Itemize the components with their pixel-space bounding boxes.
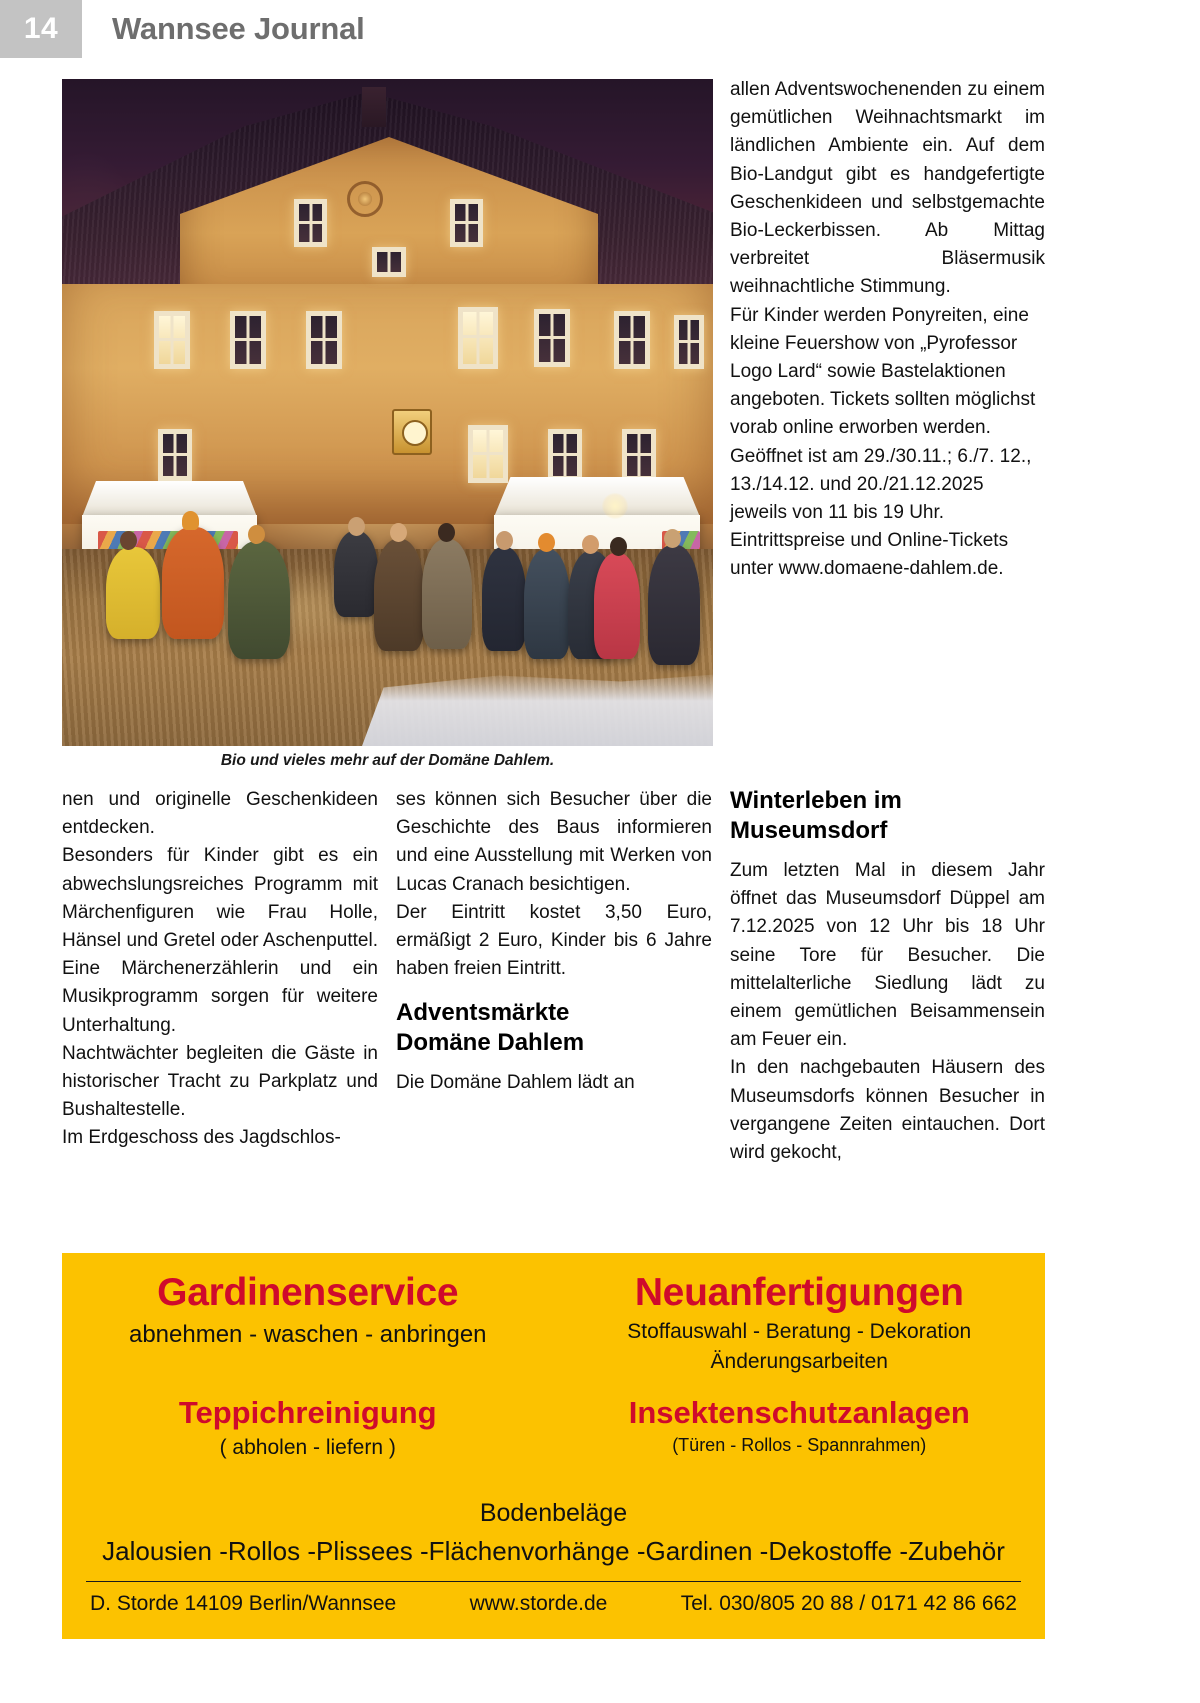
masthead: [0, 0, 1200, 58]
window: [548, 429, 582, 481]
window: [372, 247, 406, 277]
visitor-head: [182, 511, 199, 530]
visitor: [162, 527, 224, 639]
journal-title: Wannsee Journal: [112, 11, 365, 46]
visitor-head: [120, 531, 137, 550]
visitor-head: [538, 533, 555, 552]
page-number: 14: [23, 12, 59, 45]
ad-second-row: [62, 1395, 1045, 1461]
heading-line-1: Winterleben im: [730, 787, 902, 814]
window: [458, 307, 498, 369]
chimney: [362, 87, 386, 127]
paragraph: Nachtwächter begleiten die Gäste in historischer Tracht zu Parkplatz und Bushaltestelle.: [62, 1042, 378, 1121]
paragraph: Im Erdgeschoss des Jagdschlos-: [62, 1127, 341, 1149]
ad-bodenbelaege: Bodenbeläge: [479, 1499, 628, 1527]
ad-website[interactable]: www.storde.de: [469, 1592, 608, 1615]
visitor-head: [248, 525, 265, 544]
column-left: [62, 786, 378, 1153]
ad-subline-insektenschutz: (Türen - Rollos - Spannrahmen): [672, 1435, 927, 1455]
visitor-head: [438, 523, 455, 542]
paragraph: nen und originelle Geschenkideen entdecken.: [62, 789, 378, 839]
paragraph: Der Eintritt kostet 3,50 Euro, ermäßigt 2 Euro, Kinder bis 6 Jahre haben freien Eintritt.: [396, 901, 712, 980]
window: [230, 311, 266, 369]
visitor-head: [390, 523, 407, 542]
advertisement-storde[interactable]: [62, 1253, 1045, 1639]
ad-top-row: [62, 1271, 1045, 1375]
market-lamp-icon: [602, 493, 628, 519]
column-right: [730, 786, 1045, 1167]
visitor: [524, 549, 570, 659]
article-photo: [62, 79, 713, 746]
facade-clock-icon: [392, 409, 432, 455]
column-middle: [396, 786, 712, 1098]
photo-caption: Bio und vieles mehr auf der Domäne Dahlem.: [220, 752, 555, 769]
heading-line-1: Adventsmärkte: [396, 999, 570, 1027]
paragraph: In den nachgebauten Häusern des Museumsdorfs können Besucher in vergangene Zeiten eintauchen. Dort wird gekocht,: [730, 1057, 1045, 1164]
ad-headline-neuanfertigungen: Neuanfertigungen: [634, 1271, 964, 1314]
ad-subline-aenderungsarbeiten: Änderungsarbeiten: [710, 1350, 888, 1373]
ad-column-right-top: [554, 1271, 1046, 1375]
visitor: [594, 553, 640, 659]
window: [468, 425, 508, 483]
ad-address: D. Storde 14109 Berlin/Wannsee: [90, 1592, 397, 1615]
paragraph: ses können sich Besucher über die Geschichte des Baus informieren und eine Ausstellung mit Werken von Lucas Cranach besichtigen.: [396, 789, 712, 895]
ad-subline-stoffauswahl: Stoffauswahl - Beratung - Dekoration: [627, 1320, 972, 1343]
visitor: [334, 531, 378, 617]
paragraph: allen Adventswochenenden zu einem gemütlichen Weihnachtsmarkt im ländlichen Ambiente ein. Auf dem Bio-Landgut gibt es handgefertigte Geschenkideen und selbstgemachte Bio-Leckerbissen. Ab Mittag verbreitet Bläsermusik weihnachtliche Stimmung.: [730, 79, 1045, 298]
visitor-head: [664, 529, 681, 548]
visitor-head: [582, 535, 599, 554]
visitor: [106, 547, 160, 639]
ad-headline-insektenschutzanlagen: Insektenschutzanlagen: [628, 1395, 970, 1430]
window: [450, 199, 483, 247]
paragraph: Die Domäne Dahlem lädt an: [396, 1072, 635, 1094]
window: [154, 311, 190, 369]
window: [294, 199, 327, 247]
visitor: [422, 539, 472, 649]
visitor-head: [348, 517, 365, 536]
market-tent-roof: [82, 481, 257, 517]
visitor-head: [610, 537, 627, 556]
ad-divider: [86, 1581, 1021, 1582]
window: [622, 429, 656, 481]
section-heading-adventsmaerkte: [396, 998, 712, 1058]
paragraph: Für Kinder werden Ponyreiten, eine kleine Feuershow von „Pyrofessor Logo Lard“ sowie Bastelaktionen angeboten. Tickets sollten möglichst vorab online erworben werden. Geöffnet ist am 29./30.11.; 6./7. 12., 13./14.12. und 20./21.12.2025 jeweils von 11 bis 19 Uhr. Eintrittspreise und Online-Tickets unter www.domaene-dahlem.de.: [730, 304, 1036, 580]
ad-subline-teppichreinigung: ( abholen - liefern ): [219, 1436, 396, 1459]
ad-product-list: Jalousien -Rollos -Plissees -Flächenvorhänge -Gardinen -Dekostoffe -Zubehör: [102, 1536, 1005, 1566]
window: [306, 311, 342, 369]
ad-column-right-bottom: [554, 1395, 1046, 1461]
heading-line-2: Domäne Dahlem: [396, 1029, 585, 1057]
window: [158, 429, 192, 481]
ad-column-left-top: [62, 1271, 554, 1375]
visitor: [482, 547, 526, 651]
gable-ornament: [347, 181, 383, 217]
window: [674, 315, 704, 369]
paragraph: Besonders für Kinder gibt es ein abwechslungsreiches Programm mit Märchenfiguren wie Frau Holle, Hänsel und Gretel oder Aschenputtel. Eine Märchenerzählerin und ein Musikprogramm sorgen für weitere Unterhaltung.: [62, 845, 378, 1036]
ad-footer: [86, 1592, 1021, 1616]
ad-headline-gardinenservice: Gardinenservice: [157, 1271, 459, 1314]
section-heading-winterleben: [730, 786, 1045, 846]
visitor: [228, 541, 290, 659]
window: [614, 311, 650, 369]
visitor: [374, 539, 424, 651]
heading-line-2: Museumsdorf: [730, 817, 888, 844]
ad-headline-teppichreinigung: Teppichreinigung: [178, 1395, 437, 1430]
visitor-head: [496, 531, 513, 550]
window: [534, 309, 570, 367]
column-right-top: [730, 76, 1045, 584]
market-tent-roof: [494, 477, 700, 517]
page-number-badge: [0, 0, 82, 58]
ad-column-left-bottom: [62, 1395, 554, 1461]
ad-phone: Tel. 030/805 20 88 / 0171 42 86 662: [680, 1592, 1017, 1615]
visitor: [648, 545, 700, 665]
paragraph: Zum letzten Mal in diesem Jahr öffnet das Museumsdorf Düppel am 7.12.2025 von 12 Uhr bis 18 Uhr seine Tore für Besucher. Die mittelalterliche Siedlung lädt zu einem gemütlichen Beisammensein am Feuer ein.: [730, 860, 1045, 1051]
ad-subline-gardinenservice: abnehmen - waschen - anbringen: [128, 1321, 487, 1348]
